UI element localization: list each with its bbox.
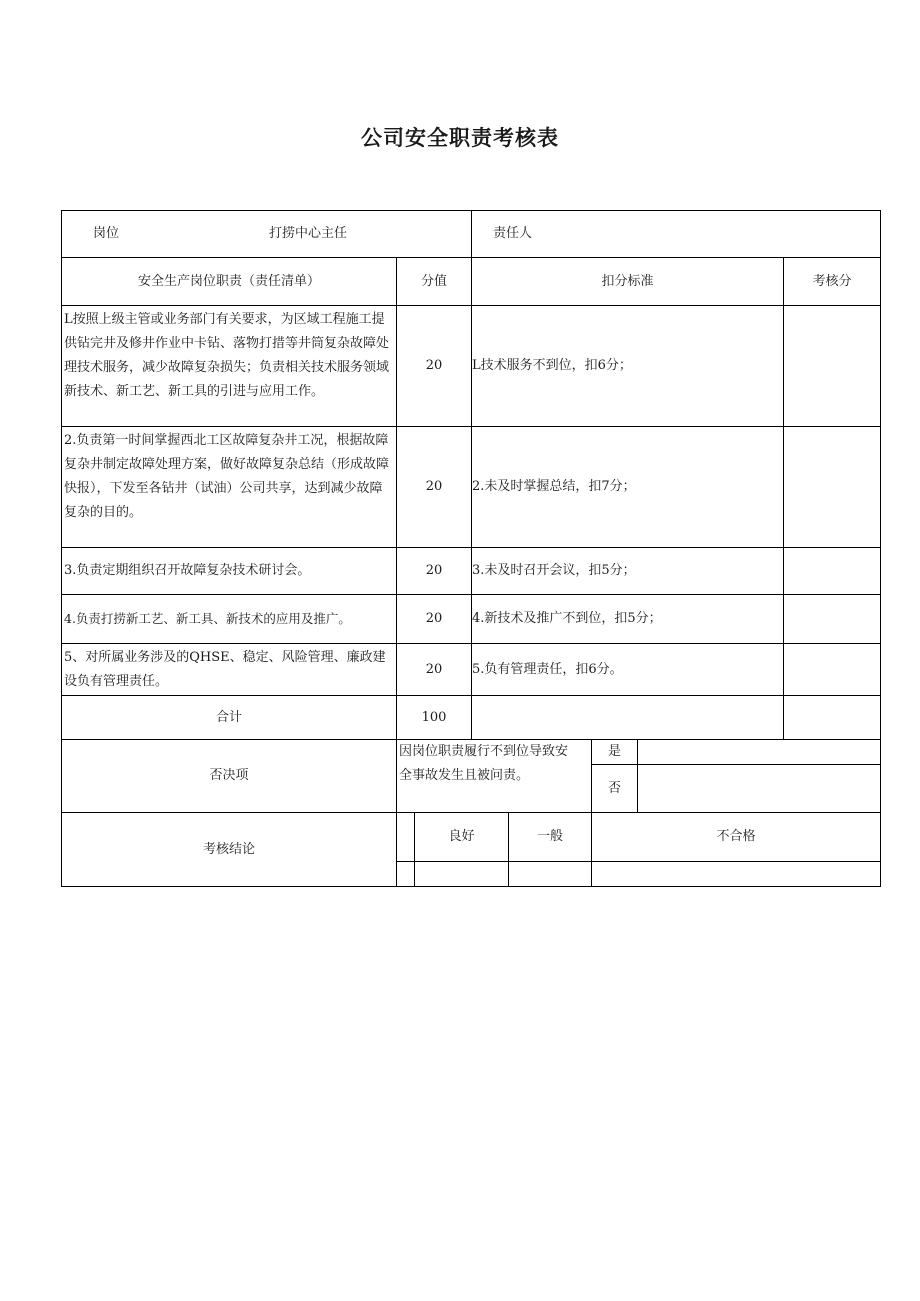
- table-row-assessment[interactable]: [783, 594, 881, 644]
- veto-description: 因岗位职责履行不到位导致安全事故发生且被问责。: [396, 739, 592, 813]
- table-row-duty: 5、对所属业务涉及的QHSE、稳定、风险管理、廉政建设负有管理责任。: [61, 643, 397, 696]
- col-header-criteria: 扣分标准: [471, 257, 784, 306]
- responsible-label: 责任人: [493, 226, 533, 241]
- table-row-criteria: L技术服务不到位，扣6分；: [471, 305, 784, 427]
- table-row-criteria: 2.未及时掌握总结，扣7分；: [471, 426, 784, 548]
- table-row-criteria: 4.新技术及推广不到位，扣5分；: [471, 594, 784, 644]
- veto-yes-label: 是: [591, 739, 638, 765]
- position-value: 打捞中心主任: [269, 226, 348, 241]
- position-label: 岗位: [93, 226, 120, 241]
- total-assessment-blank[interactable]: [783, 695, 881, 740]
- table-row-criteria: 3.未及时召开会议，扣5分；: [471, 547, 784, 595]
- conclusion-good-check[interactable]: [414, 861, 509, 887]
- conclusion-good-label: 良好: [414, 812, 509, 862]
- conclusion-fail-label: 不合格: [591, 812, 881, 862]
- total-criteria-blank: [471, 695, 784, 740]
- col-header-assessment: 考核分: [783, 257, 881, 306]
- total-label: 合计: [61, 695, 397, 740]
- table-row-assessment[interactable]: [783, 305, 881, 427]
- col-header-score: 分值: [396, 257, 472, 306]
- table-row-criteria: 5.负有管理责任，扣6分。: [471, 643, 784, 696]
- table-row-score: 20: [396, 547, 472, 595]
- page-title: 公司安全职责考核表: [361, 126, 559, 150]
- table-row-assessment[interactable]: [783, 426, 881, 548]
- table-row-assessment[interactable]: [783, 643, 881, 696]
- veto-yes-checkbox[interactable]: [637, 739, 881, 765]
- table-row-duty: 2.负责第一时间掌握西北工区故障复杂井工况，根据故障复杂井制定故障处理方案，做好故障复杂总结（形成故障快报），下发至各钻井（试油）公司共享，达到减少故障复杂的目的。: [61, 426, 397, 548]
- veto-label: 否决项: [61, 739, 397, 813]
- conclusion-narrow-top: [396, 812, 415, 862]
- conclusion-label: 考核结论: [61, 812, 397, 887]
- conclusion-average-check[interactable]: [508, 861, 592, 887]
- total-score: 100: [396, 695, 472, 740]
- table-row-score: 20: [396, 643, 472, 696]
- conclusion-narrow-bottom[interactable]: [396, 861, 415, 887]
- veto-no-label: 否: [591, 764, 638, 813]
- table-row-duty: 3.负责定期组织召开故障复杂技术研讨会。: [61, 547, 397, 595]
- table-row-score: 20: [396, 305, 472, 427]
- responsible-cell: [471, 210, 881, 258]
- table-row-assessment[interactable]: [783, 547, 881, 595]
- conclusion-fail-check[interactable]: [591, 861, 881, 887]
- col-header-duties: 安全生产岗位职责（责任清单）: [61, 257, 397, 306]
- veto-no-checkbox[interactable]: [637, 764, 881, 813]
- table-row-duty: 4.负责打捞新工艺、新工具、新技术的应用及推广。: [61, 594, 397, 644]
- table-row-score: 20: [396, 426, 472, 548]
- conclusion-average-label: 一般: [508, 812, 592, 862]
- table-row-duty: L按照上级主管或业务部门有关要求，为区域工程施工提供钻完井及修井作业中卡钻、落物打措等井筒复杂故障处理技术服务，减少故障复杂损失；负责相关技术服务领域新技术、新工艺、新工具的引进与应用工作。: [61, 305, 397, 427]
- position-label-cell: [61, 210, 472, 258]
- table-row-score: 20: [396, 594, 472, 644]
